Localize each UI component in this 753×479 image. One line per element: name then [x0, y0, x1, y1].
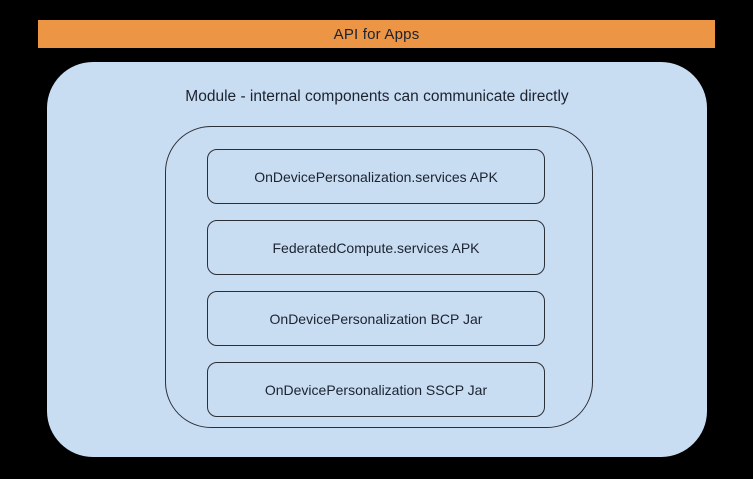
component-label: OnDevicePersonalization BCP Jar — [269, 310, 483, 327]
component-box — [207, 291, 545, 346]
component-box — [207, 362, 545, 417]
component-label: FederatedCompute.services APK — [272, 239, 480, 256]
api-banner-label: API for Apps — [333, 25, 420, 43]
component-box — [207, 220, 545, 275]
component-label: OnDevicePersonalization.services APK — [254, 168, 498, 185]
component-box — [207, 149, 545, 204]
module-container — [47, 62, 707, 457]
component-list — [207, 149, 545, 417]
component-label: OnDevicePersonalization SSCP Jar — [264, 381, 488, 398]
module-title: Module - internal components can communicate directly — [185, 88, 569, 105]
api-for-apps-banner — [38, 20, 715, 48]
